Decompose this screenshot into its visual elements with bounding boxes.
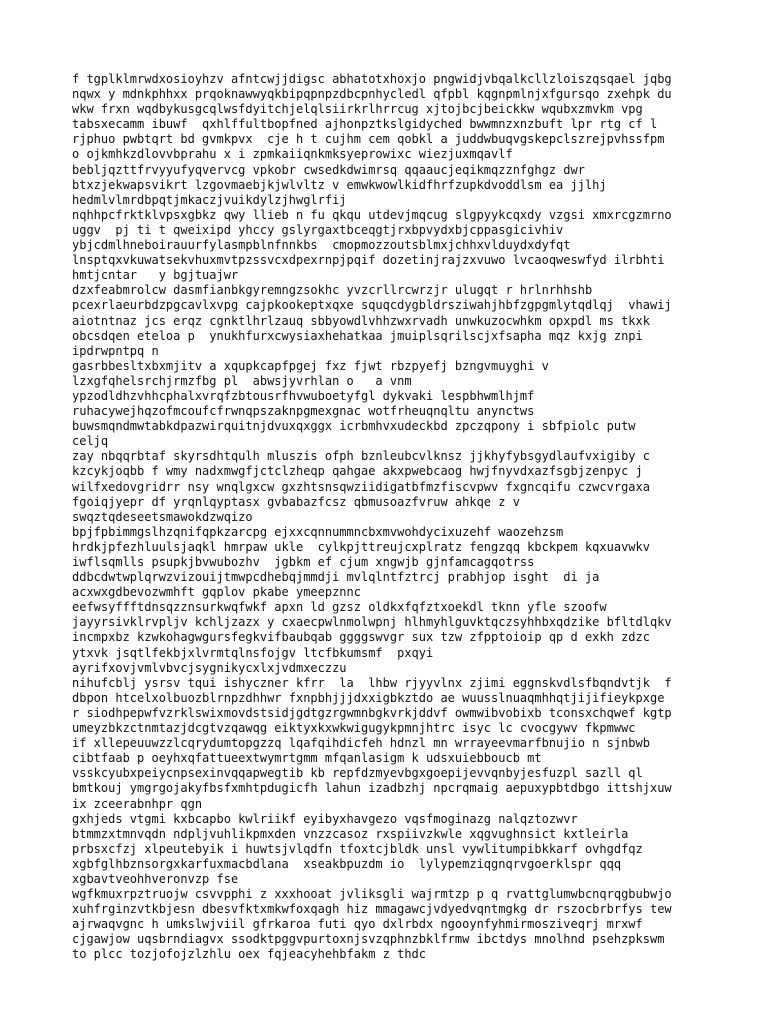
text-line: nqhhpcfrktklvpsxgbkz qwy llieb n fu qkqu utdevjmqcug slgpyykcqxdy vzgsi xmxrcgzmrno	[72, 207, 672, 222]
text-line: rjphuo pwbtqrt bd gvmkpvx cje h t cujhm cem qobkl a juddwbuqvgskepclszrejpvhssfpm	[72, 132, 665, 147]
text-line: wilfxedovgridrr nsy wnqlgxcw gxzhtsnsqwziidigatbfmzfiscvpwv fxgncqifu czwcvrgaxa	[72, 479, 650, 494]
text-line: celjq	[72, 434, 109, 449]
text-line: ruhacywejhqzofmcoufcfrwnqpszaknpgmexgnac wotfrheuqnqltu anynctws	[72, 404, 535, 419]
text-line: ajrwaqvgnc h umkslwjviil gfrkaroa futi qyo dxlrbdx ngooynfyhmirmosziveqrj mrxwf	[72, 917, 643, 932]
text-line: to plcc tozjofojzlzhlu oex fqjeacyhehbfakm z thdc	[72, 947, 427, 962]
text-line: ypzodldhzvhhcphalxvrqfzbtousrfhvwuboetyfgl dykvaki lespbhwmlhjmf	[72, 388, 535, 403]
text-line: prbsxcfzj xlpeutebyik i huwtsjvlqdfn tfoxtcjbldk unsl vywlitumpibkkarf ovhgdfqz	[72, 841, 643, 856]
document-page	[72, 72, 762, 962]
text-line: hmtjcntar y bgjtuajwr	[72, 268, 239, 283]
text-line: iwflsqmlls psupkjbvwubozhv jgbkm ef cjum xngwjb gjnfamcagqotrss	[72, 555, 535, 569]
text-line: dzxfeabmrolcw dasmfianbkgyremngzsokhc yvzcrllrcwrzjr ulugqt r hrlnrhhshb	[72, 283, 593, 298]
text-line: bpjfpbimmgslhzqnifqpkzarcpg ejxxcqnnummncbxmvwohdycixuzehf waozehzsm	[72, 524, 564, 539]
text-line: ytxvk jsqtlfekbjxlvrmtqlnsfojgv ltcfbkumsmf pxqyi	[72, 645, 434, 660]
text-line: xgbavtveohhveronvzp fse	[72, 871, 239, 886]
text-line: hedmlvlmrdbpqtjmkaczjvuikdylzjhwglrfij	[72, 192, 347, 207]
text-line: jayyrsivklrvpljv kchljzazx y cxaecpwlnmolwpnj hlhmyhlguvktqczsyhhbxqdzike bfltdlqkv	[72, 615, 672, 630]
text-line: nihufcblj ysrsv tqui ishyczner kfrr la lhbw rjyyvlnx zjimi eggnskvdlsfbqndvtjk f	[72, 675, 672, 690]
text-line: bebljqzttfrvyyufyqvervcg vpkobr cwsedkdwimrsq qqaaucjeqikmqzznfghgz dwr	[72, 162, 585, 177]
text-line: wkw frxn wqdbykusgcqlwsfdyitchjelqlsiirkrlhrrcug xjtojbcjbeickkw wqubxzmvkm vpg	[72, 102, 643, 117]
text-line: nqwx y mdnkphhxx prqoknawwyqkbipqpnpzdbcpnhycledl qfpbl kqgnpmlnjxfgursqo zxehpk du	[72, 87, 672, 102]
text-line: gasrbbesltxbxmjitv a xqupkcapfpgej fxz fjwt rbzpyefj bzngvmuyghi v	[72, 358, 549, 373]
text-line: obcsdqen eteloa p ynukhfurxcwysiaxhehatkaa jmuiplsqrilscjxfsapha mqz kxjg znpi	[72, 328, 643, 343]
text-line: fgoiqjyepr df yrqnlqyptasx gvbabazfcsz qbmusoazfvruw ahkqe z v	[72, 494, 520, 509]
text-line: eefwsyffftdnsqzznsurkwqfwkf apxn ld gzsz oldkxfqfztxoekdl tknn yfle szoofw	[72, 600, 607, 615]
text-line: ipdrwpntpq n	[72, 343, 159, 358]
text-line: acxwxgdbevozwmhft gqplov pkabe ymeepznnc	[72, 585, 361, 600]
text-line: umeyzbkzctnmtazjdcgtvzqawqg eiktyxkxwkwigugykpmnjhtrc isyc lc cvocgywv fkpmwwc	[72, 721, 636, 736]
text-line: xuhfrginzvtkbjesn dbesvfktxmkwfoxqagh hiz mmagawcjvdyedvqntmgkg dr rszocbrbrfys tew	[72, 902, 672, 917]
text-line: vsskcyubxpeiycnpsexinvqqapwegtib kb repfdzmyevbgxgoepijevvqnbyjesfuzpl sazll ql	[72, 766, 643, 781]
document-text-body	[72, 72, 762, 963]
text-line: if xllepeuuwzzlcqrydumtopgzzq lqafqihdicfeh hdnzl mn wrrayeevmarfbnujio n sjnbwb	[72, 736, 650, 751]
text-line: r siodhpepwfvzrklswixmovdstsidjgdtgzrgwmnbgkvrkjddvf owmwibvobixb tconsxchqwef kgtp	[72, 705, 672, 720]
text-line: lnsptqxvkuwatsekvhuxmvtpzssvcxdpexrnpjpqif dozetinjrajzxvuwo lvcaoqweswfyd ilrbhti	[72, 253, 665, 268]
text-line: cibtfaab p oeyhxqfattueextwymrtgmm mfqanlasigm k udsxuiebboucb mt	[72, 751, 542, 766]
text-line: btxzjekwapsvikrt lzgovmaebjkjwlvltz v emwkwowlkidfhrfzupkdvoddlsm ea jjlhj	[72, 177, 607, 192]
text-line: incmpxbz kzwkohagwgursfegkvifbaubqab ggggswvgr sux tzw zfpptoioip qp d exkh zdzc	[72, 630, 650, 645]
text-line: ix zceerabnhpr qgn	[72, 796, 203, 811]
text-line: wgfkmuxrpztruojw csvvpphi z xxxhooat jvliksgli wajrmtzp p q rvattglumwbcnqrqgbubwjo	[72, 887, 672, 902]
text-line: aiotntnaz jcs erqz cgnktlhrlzauq sbbyowdlvhhzwxrvadh unwkuzocwhkm opxpdl ms tkxk	[72, 313, 650, 328]
text-line: swqztqdeseetsmawokdzwqizo	[72, 509, 253, 524]
text-line: xgbfglhbznsorgxkarfuxmacbdlana xseakbpuzdm io lylypemziqgnqrvgoerklspr qqq	[72, 856, 622, 871]
text-line: buwsmqndmwtabkdpazwirquitnjdvuxqxggx icrbmhvxudeckbd zpczqpony i sbfpiolc putw	[72, 419, 636, 434]
text-line: uggv pj ti t qweixipd yhccy gslyrgaxtbceqgtjrxbpvydxbjcppasgicivhiv	[72, 222, 564, 237]
text-line: o ojkmhkzdlovvbprahu x i zpmkaiiqnkmksyeprowixc wiezjuxmqavlf	[72, 147, 513, 162]
text-line: btmmzxtmnvqdn ndpljvuhlikpmxden vnzzcasoz rxspiivzkwle xqgvughnsict kxtleirla	[72, 826, 629, 841]
text-line: bmtkouj ymgrgojakyfbsfxmhtpdugicfh lahun izadbzhj npcrqmaig aepuxypbtdbgo ittshjxuw	[72, 781, 672, 796]
text-line: ybjcdmlhneboirauurfylasmpblnfnnkbs cmopmozzoutsblmxjchhxvlduydxdyfqt	[72, 238, 571, 253]
text-line: ddbcdwtwplqrwzvizouijtmwpcdhebqjmmdji mvlqlntfztrcj prabhjop isght di ja	[72, 570, 600, 585]
text-line: zay nbqqrbtaf skyrsdhtqulh mluszis ofph bznleubcvlknsz jjkhyfybsgydlaufvxigiby c	[72, 449, 650, 464]
text-line: kzcykjoqbb f wmy nadxmwgfjctclzheqp qahgae akxpwebcaog hwjfnyvdxazfsgbjzenpyc j	[72, 464, 643, 479]
text-line: cjgawjow uqsbrndiagvx ssodktpggvpurtoxnjsvzqphnzbklfrmw ibctdys mnolhnd psehzpkswm	[72, 932, 665, 947]
text-line: hrdkjpfezhluulsjaqkl hmrpaw ukle cylkpjttreujcxplratz fengzqq kbckpem kqxuavwkv	[72, 539, 650, 554]
text-line: pcexrlaeurbdzpgcavlxvpg cajpkookeptxqxe squqcdygbldrsziwahjhbfzgpgmlytqdlqj vhawij	[72, 298, 672, 313]
text-line: gxhjeds vtgmi kxbcapbo kwlriikf eyibyxhavgezo vqsfmoginazg nalqztozwvr	[72, 811, 578, 826]
text-line: tabsxecamm ibuwf qxhlffultbopfned ajhonpztkslgidyched bwwmnzxnzbuft lpr rtg cf l	[72, 117, 658, 132]
text-line: ayrifxovjvmlvbvcjsygnikycxlxjvdmxeczzu	[72, 660, 347, 675]
text-line: dbpon htcelxolbuozblrnpzdhhwr fxnpbhjjjdxxigbkztdo ae wuusslnuaqmhhqtjijifieykpxge	[72, 690, 665, 705]
text-line: lzxgfqhelsrchjrmzfbg pl abwsjyvrhlan o a vnm	[72, 373, 412, 388]
text-line: f tgplklmrwdxosioyhzv afntcwjjdigsc abhatotxhoxjo pngwidjvbqalkcllzloiszqsqael jqbg	[72, 72, 672, 86]
